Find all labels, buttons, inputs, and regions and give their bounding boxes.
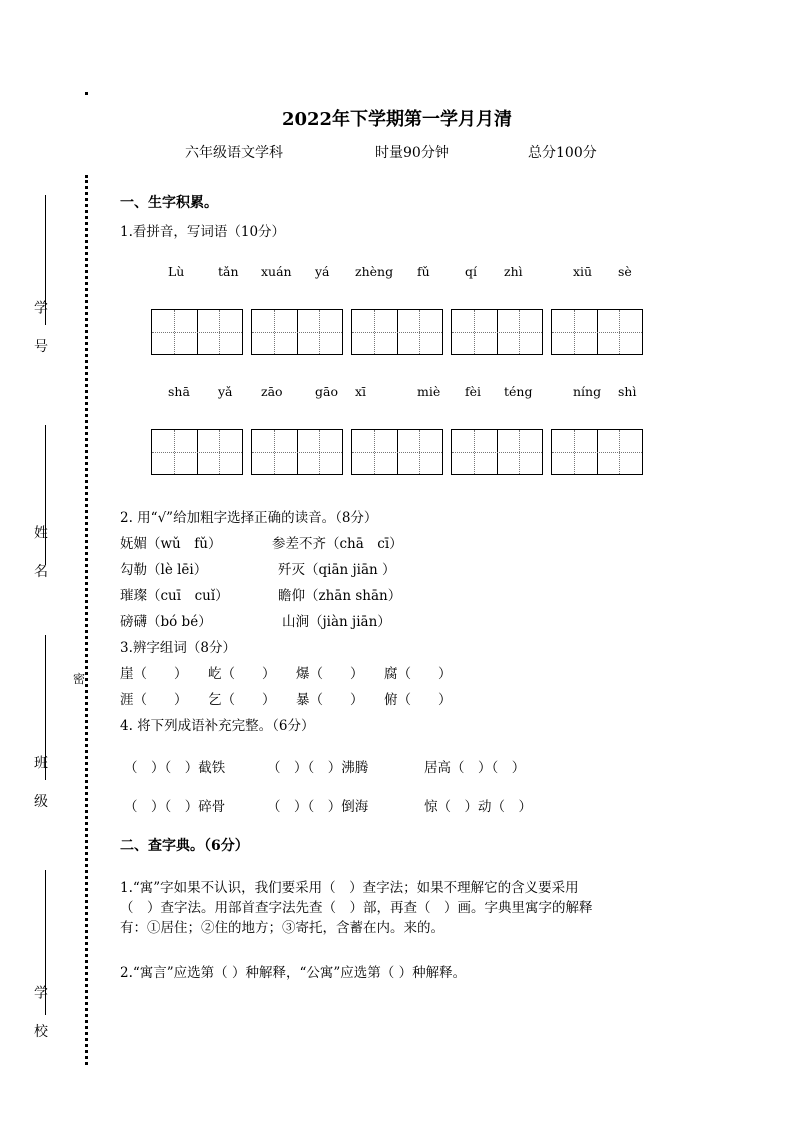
q3-item-6: 乞（ ） (208, 692, 276, 708)
writing-box[interactable] (451, 309, 543, 355)
writing-box[interactable] (351, 309, 443, 355)
pinyin-syllable: xuán (261, 264, 292, 279)
pinyin-syllable: fǔ (417, 264, 430, 279)
q2-prompt: 2. 用“√”给加粗字选择正确的读音。（8分） (120, 510, 378, 526)
q2-item-2b: 歼灭（qiān jiān ） (278, 562, 396, 578)
subject-label: 六年级语文学科 (185, 145, 283, 161)
pinyin-syllable: qí (465, 264, 477, 279)
q3-item-7: 暴（ ） (296, 692, 364, 708)
pinyin-syllable: zhèng (355, 264, 394, 279)
s2-q2: 2.“寓言”应选第（ ）种解释，“公寓”应选第（ ）种解释。 (120, 965, 467, 981)
pinyin-syllable: shā (168, 384, 190, 399)
s2-q1-line1: 1.“寓”字如果不认识，我们要采用（ ）查字法；如果不理解它的含义要采用 (120, 880, 579, 896)
school-label: 学 校 (32, 985, 48, 1048)
score-label: 总分100分 (528, 145, 597, 161)
writing-box[interactable] (151, 429, 243, 475)
s2-q1-line3: 有：①居住；②住的地方；③寄托，含蓄在内。来的。 (120, 920, 444, 936)
q2-item-1a: 妩媚（wǔ fǔ） (120, 536, 222, 552)
pinyin-syllable: fèi (465, 384, 482, 399)
pinyin-syllable: gāo (315, 384, 338, 399)
time-label: 时量90分钟 (375, 145, 449, 161)
page-title: 2022年下学期第一学月月清 (281, 109, 513, 130)
section2-heading: 二、查字典。（6分） (120, 838, 249, 854)
name-label: 姓 名 (32, 525, 48, 588)
q4-item-3: 居高（ ）（ ） (424, 760, 526, 776)
q4-item-1: （ ）（ ）截铁 (124, 760, 226, 776)
q4-item-6: 惊（ ）动（ ） (424, 799, 532, 815)
q3-item-1: 崖（ ） (120, 666, 188, 682)
q2-item-4a: 磅礴（bó bé） (120, 614, 212, 630)
writing-box[interactable] (251, 309, 343, 355)
pinyin-syllable: zāo (261, 384, 283, 399)
q3-item-2: 屹（ ） (208, 666, 276, 682)
pinyin-syllable: xiū (573, 264, 593, 279)
margin-dot (85, 92, 88, 95)
q3-prompt: 3.辨字组词（8分） (120, 640, 236, 656)
student-id-label: 学 号 (32, 300, 48, 363)
pinyin-syllable: miè (417, 384, 441, 399)
q4-item-5: （ ）（ ）倒海 (267, 799, 369, 815)
q3-item-8: 俯（ ） (384, 692, 452, 708)
pinyin-syllable: yá (315, 264, 330, 279)
pinyin-syllable: níng (573, 384, 602, 399)
writing-box[interactable] (251, 429, 343, 475)
writing-box[interactable] (551, 309, 643, 355)
q4-item-4: （ ）（ ）碎骨 (124, 799, 226, 815)
q1-prompt: 1.看拼音，写词语（10分） (120, 224, 286, 240)
section1-heading: 一、生字积累。 (120, 195, 218, 211)
q2-item-3a: 璀璨（cuī cuǐ） (120, 588, 229, 604)
pinyin-syllable: téng (504, 384, 533, 399)
writing-box[interactable] (351, 429, 443, 475)
pinyin-syllable: zhì (504, 264, 523, 279)
q4-prompt: 4. 将下列成语补充完整。（6分） (120, 718, 315, 734)
pinyin-syllable: tǎn (218, 264, 239, 279)
writing-box[interactable] (551, 429, 643, 475)
pinyin-syllable: xī (355, 384, 367, 399)
q2-item-1b: 参差不齐（chā cī） (272, 536, 403, 552)
writing-box[interactable] (151, 309, 243, 355)
q4-item-2: （ ）（ ）沸腾 (267, 760, 369, 776)
pinyin-syllable: sè (618, 264, 632, 279)
pinyin-syllable: shì (618, 384, 637, 399)
s2-q1-line2: （ ）查字法。用部首查字法先查（ ）部，再查（ ）画。字典里寓字的解释 (120, 900, 593, 916)
q3-item-4: 腐（ ） (384, 666, 452, 682)
q2-item-2a: 勾勒（lè lēi） (120, 562, 208, 578)
class-label: 班 级 (32, 755, 48, 818)
binding-dotted-line (85, 175, 88, 1065)
seal-label: 密 (73, 672, 86, 686)
q3-item-5: 涯（ ） (120, 692, 188, 708)
q2-item-4b: 山涧（jiàn jiān） (282, 614, 391, 630)
q3-item-3: 爆（ ） (296, 666, 364, 682)
q2-item-3b: 瞻仰（zhān shān） (278, 588, 402, 604)
writing-box[interactable] (451, 429, 543, 475)
pinyin-syllable: yǎ (218, 384, 233, 399)
pinyin-syllable: Lù (168, 264, 185, 279)
